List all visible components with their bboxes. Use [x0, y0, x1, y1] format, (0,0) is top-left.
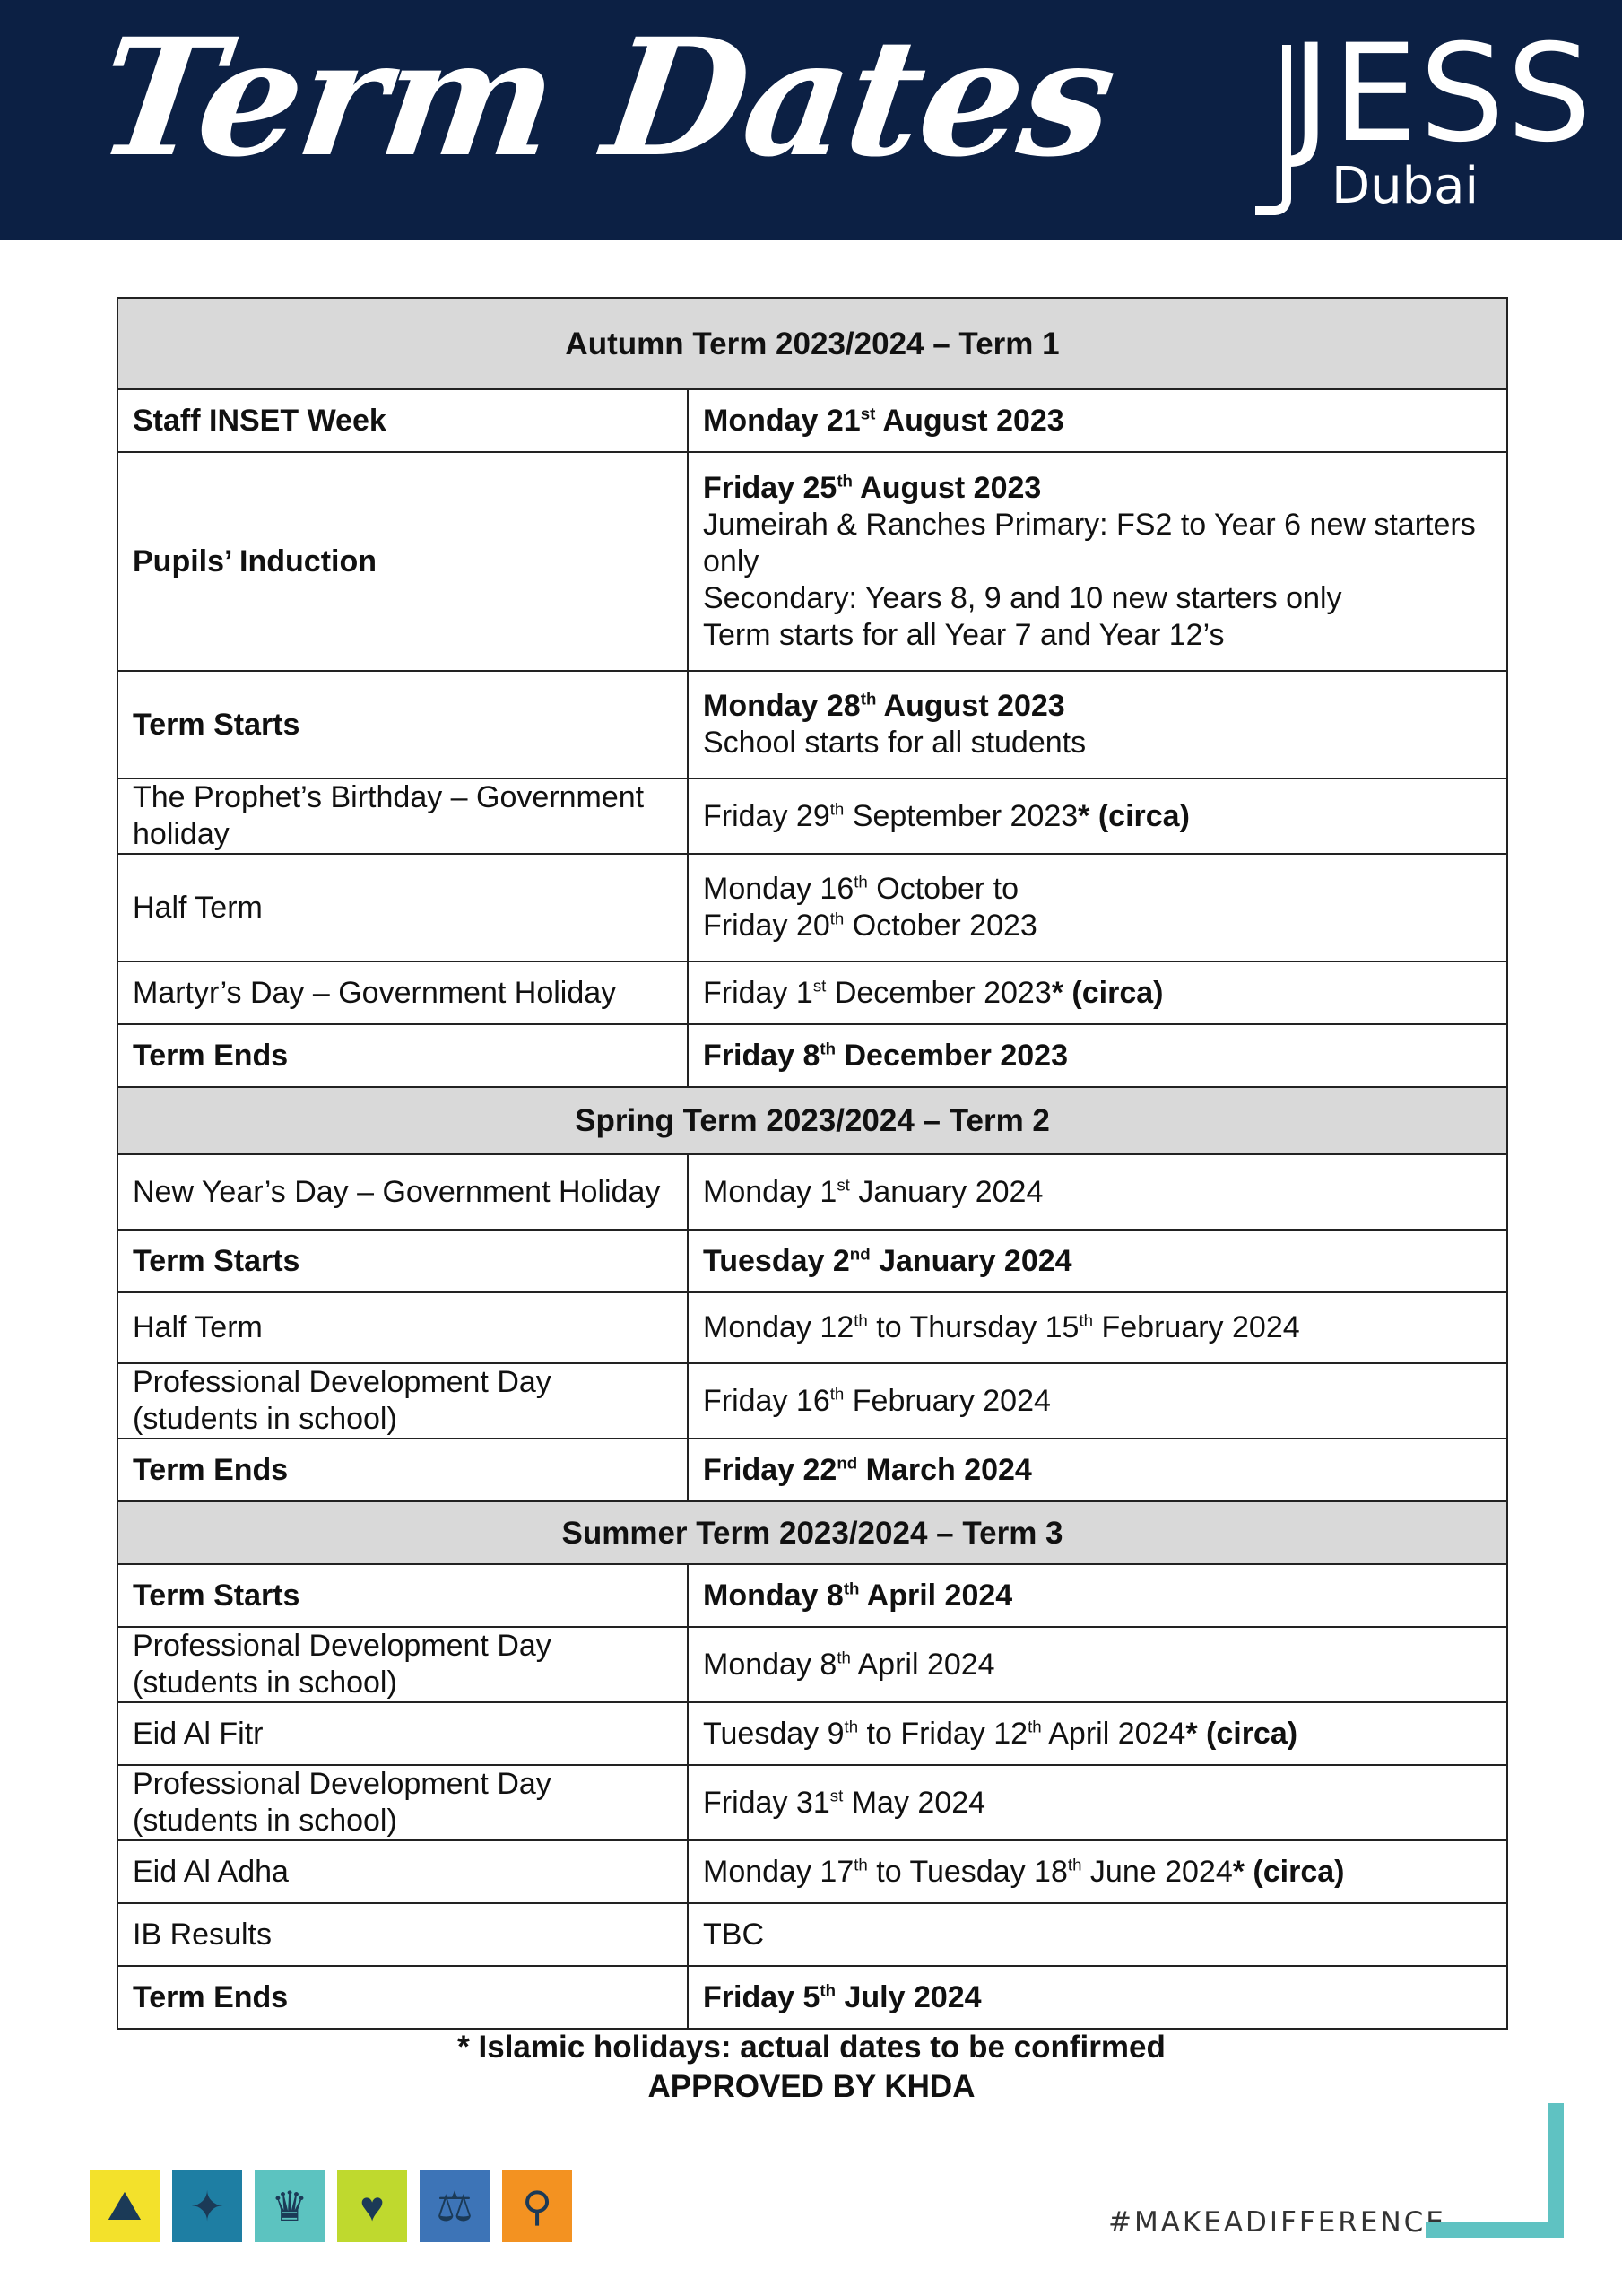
- islamic-holidays-note: * Islamic holidays: actual dates to be confirmed: [457, 2030, 1166, 2065]
- event-label: Pupils’ Induction: [117, 452, 688, 671]
- event-date: Friday 8th December 2023: [688, 1024, 1507, 1087]
- khda-approval: APPROVED BY KHDA: [647, 2069, 976, 2104]
- table-row: [117, 452, 1507, 671]
- table-row: [117, 778, 1507, 854]
- event-date: Friday 31st May 2024: [688, 1765, 1507, 1840]
- event-label: Term Starts: [117, 1230, 688, 1292]
- corner-bracket-decoration: [1426, 2103, 1564, 2238]
- event-date: Monday 1st January 2024: [688, 1154, 1507, 1230]
- table-row: [117, 1903, 1507, 1966]
- header-banner: [0, 0, 1622, 240]
- event-detail: Term starts for all Year 7 and Year 12’s: [703, 617, 1225, 652]
- table-row: [117, 961, 1507, 1024]
- event-label: Professional Development Day (students in school): [117, 1363, 688, 1439]
- event-date: Tuesday 2nd January 2024: [688, 1230, 1507, 1292]
- logo-hook-shape: [1255, 45, 1291, 215]
- event-date: Friday 16th February 2024: [688, 1363, 1507, 1439]
- term-heading: Summer Term 2023/2024 – Term 3: [117, 1501, 1507, 1564]
- event-label: Professional Development Day (students in school): [117, 1765, 688, 1840]
- table-row: [117, 1564, 1507, 1627]
- event-detail: Jumeirah & Ranches Primary: FS2 to Year 6 new starters only: [703, 507, 1476, 578]
- event-date: Monday 17th to Tuesday 18th June 2024* (circa): [688, 1840, 1507, 1903]
- event-date: TBC: [688, 1903, 1507, 1966]
- event-label: Half Term: [117, 1292, 688, 1363]
- event-label: Half Term: [117, 854, 688, 961]
- event-date: Monday 12th to Thursday 15th February 2024: [688, 1292, 1507, 1363]
- table-row: [117, 1966, 1507, 2029]
- event-label: New Year’s Day – Government Holiday: [117, 1154, 688, 1230]
- magnifier-icon: ⚲: [502, 2170, 572, 2242]
- table-row: [117, 1439, 1507, 1501]
- event-date: Friday 29th September 2023* (circa): [688, 778, 1507, 854]
- trophy-icon: ♛: [255, 2170, 325, 2242]
- logo-wordmark: JESS: [1291, 16, 1594, 172]
- table-row: [117, 854, 1507, 961]
- event-date: Tuesday 9th to Friday 12th April 2024* (circa): [688, 1702, 1507, 1765]
- term-heading: Spring Term 2023/2024 – Term 2: [117, 1087, 1507, 1154]
- event-label: Staff INSET Week: [117, 389, 688, 452]
- scales-icon: ⚖: [420, 2170, 490, 2242]
- term-heading-row: [117, 1087, 1507, 1154]
- event-label: The Prophet’s Birthday – Government holiday: [117, 778, 688, 854]
- hashtag: #MAKEADIFFERENCE: [1108, 2206, 1446, 2239]
- event-date: Monday 8th April 2024: [688, 1564, 1507, 1627]
- event-label: Term Starts: [117, 1564, 688, 1627]
- table-row: [117, 1702, 1507, 1765]
- heart-hands-icon: ♥: [337, 2170, 407, 2242]
- table-row: [117, 1024, 1507, 1087]
- event-date: Friday 22nd March 2024: [688, 1439, 1507, 1501]
- table-row: [117, 1363, 1507, 1439]
- event-label: Term Ends: [117, 1439, 688, 1501]
- term-heading-row: [117, 1501, 1507, 1564]
- mountain-flag-icon: ⛰: [90, 2170, 160, 2242]
- event-label: Martyr’s Day – Government Holiday: [117, 961, 688, 1024]
- table-row: [117, 671, 1507, 778]
- table-row: [117, 389, 1507, 452]
- event-date: Monday 28th August 2023 School starts for all students: [688, 671, 1507, 778]
- footnote: [117, 2028, 1506, 2107]
- table-row: [117, 1765, 1507, 1840]
- event-label: Eid Al Adha: [117, 1840, 688, 1903]
- term-heading: Autumn Term 2023/2024 – Term 1: [117, 298, 1507, 389]
- event-label: Term Starts: [117, 671, 688, 778]
- event-date: Friday 5th July 2024: [688, 1966, 1507, 2029]
- event-label: Term Ends: [117, 1024, 688, 1087]
- event-date: Friday 1st December 2023* (circa): [688, 961, 1507, 1024]
- page-title: Term Dates: [87, 4, 1125, 193]
- event-date: Monday 8th April 2024: [688, 1627, 1507, 1702]
- event-label: Term Ends: [117, 1966, 688, 2029]
- event-detail: School starts for all students: [703, 726, 1087, 760]
- table-row: [117, 1627, 1507, 1702]
- jess-dubai-logo: [1255, 16, 1594, 224]
- logo-subtitle: Dubai: [1331, 157, 1479, 215]
- event-label: IB Results: [117, 1903, 688, 1966]
- term-dates-table: [117, 297, 1508, 2030]
- table-row: [117, 1154, 1507, 1230]
- table-row: [117, 1840, 1507, 1903]
- table-row: [117, 1230, 1507, 1292]
- event-detail: Secondary: Years 8, 9 and 10 new starters only: [703, 580, 1342, 615]
- term-heading-row: [117, 298, 1507, 389]
- event-date: Monday 21st August 2023: [688, 389, 1507, 452]
- event-label: Eid Al Fitr: [117, 1702, 688, 1765]
- event-date: Monday 16th October to Friday 20th October 2023: [688, 854, 1507, 961]
- puzzle-icon: ✦: [172, 2170, 242, 2242]
- table-row: [117, 1292, 1507, 1363]
- event-label: Professional Development Day (students in school): [117, 1627, 688, 1702]
- event-date: Friday 25th August 2023 Jumeirah & Ranches Primary: FS2 to Year 6 new starters only Secondary: Years 8, 9 and 10 new starters only Term starts for all Year 7 and Year 12’s: [688, 452, 1507, 671]
